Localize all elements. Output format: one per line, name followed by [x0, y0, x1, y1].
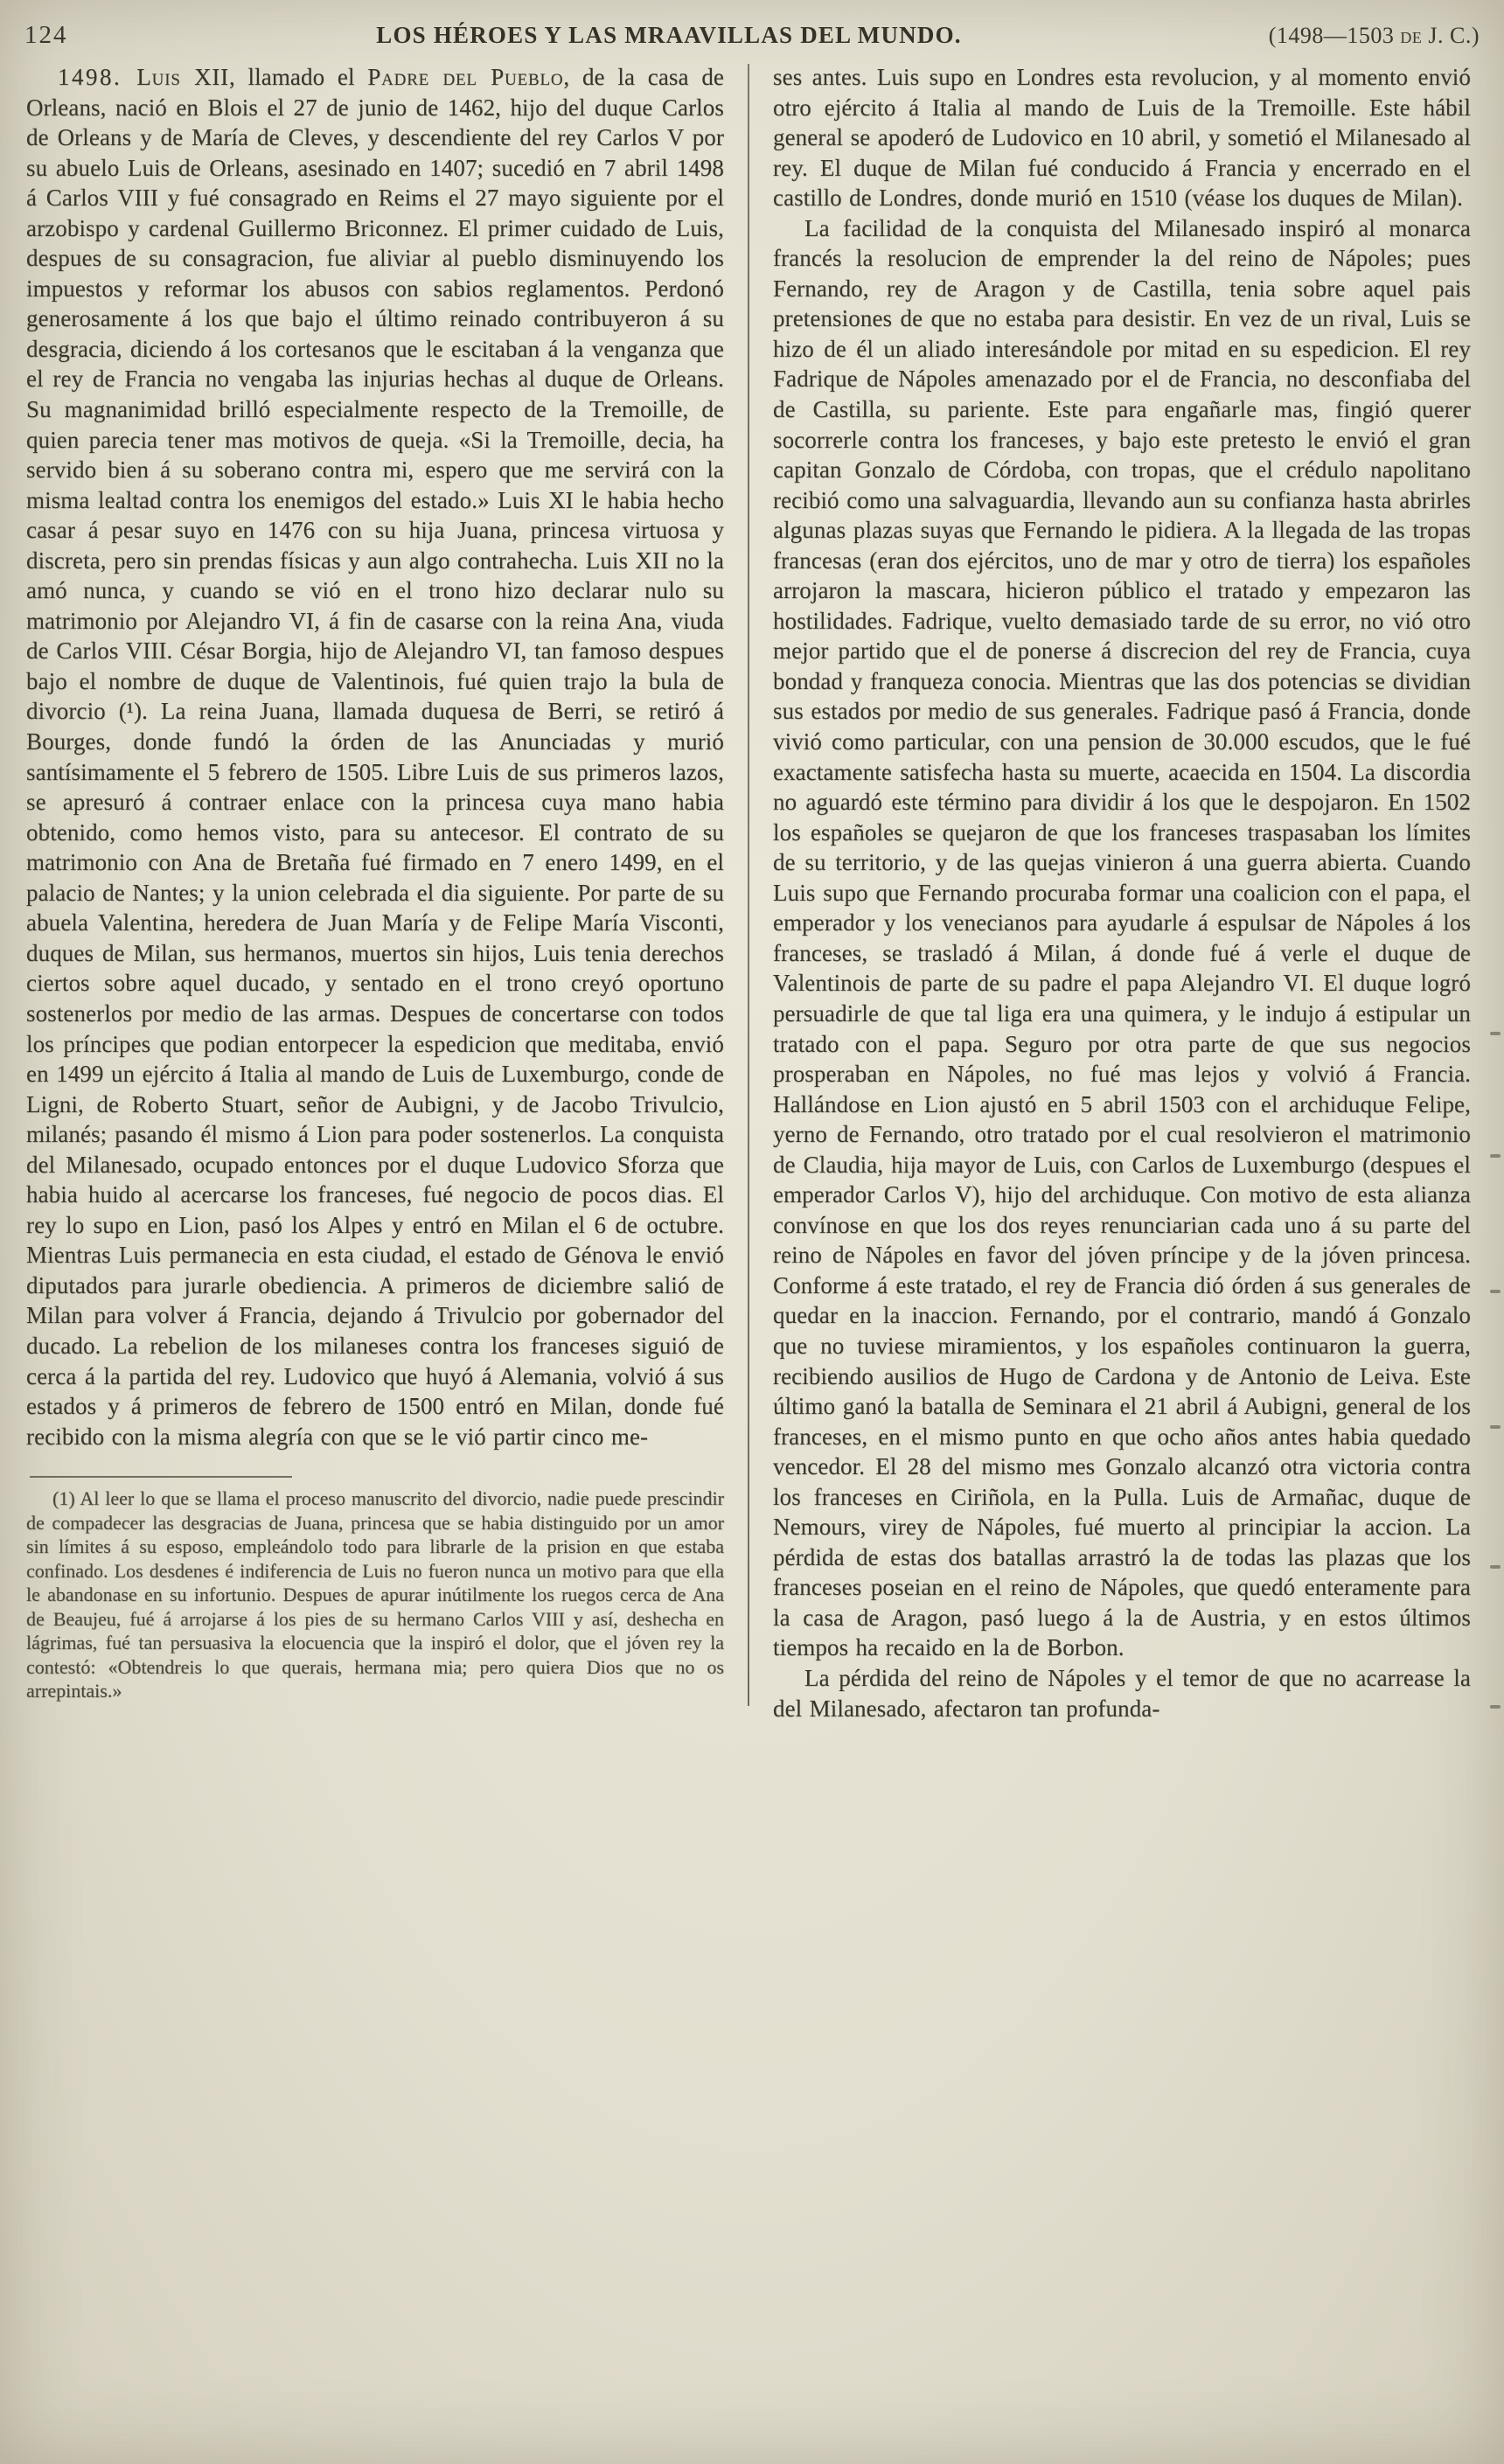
paragraph: La facilidad de la conquista del Milanesado inspiró al monarca francés la resolucion de emprender la del reino de Nápoles; pues Fernando, rey de Aragon y de Castilla, tenia sobre aquel pais pretensiones de que no estaba para desistir. En vez de un rival, Luis se hizo de él un aliado interesándole por mitad en su espedicion. El rey Fadrique de Nápoles amenazado por el de Francia, no desconfiaba del de Castilla, su pariente. Este para engañarle mas, fingió querer socorrerle contra los franceses, y bajo este pretesto le envió el gran capitan Gonzalo de Córdoba, con tropas, que el crédulo napolitano recibió como una salvaguardia, llevando aun su confianza hasta abrirles algunas plazas suyas que Fernando le pidiera. A la llegada de las tropas francesas (eran dos ejércitos, uno de mar y otro de tierra) los españoles arrojaron la mascara, hicieron público el tratado y empezaron las hostilidades. Fadrique, vuelto demasiado tarde de su error, no vió otro mejor partido que el de ponerse á discrecion del rey de Francia, cuya bondad y franqueza conocia. Mientras que las dos potencias se dividian sus estados por medio de sus generales. Fadrique pasó á Francia, donde vivió como particular, con una pension de 30.000 escudos, que le fué exactamente satisfecha hasta su muerte, acaecida en 1504. La discordia no aguardó este término para dividir á los que le despojaron. En 1502 los españoles se quejaron de que los franceses traspasaban los límites de su territorio, y de las quejas vinieron á una guerra abierta. Cuando Luis supo que Fernando procuraba formar una coalicion con el papa, el emperador y los venecianos para ayudarle á espulsar de Nápoles á los franceses, se trasladó á Milan, á donde fué á verle el duque de Valentinois de parte de su padre el papa Alejandro VI. El duque logró persuadirle de que tal liga era una quimera, y le indujo á estipular un tratado con el papa. Seguro por otra parte de que sus negocios prosperaban en Nápoles, no fué mas lejos y volvió á Francia. Hallándose en Lion ajustó en 5 abril 1503 con el archiduque Felipe, yerno de Fernando, otro tratado por el cual resolvieron el matrimonio de Claudia, hija mayor de Luis, con Carlos de Luxemburgo (despues el emperador Carlos V), hijo del archiduque. Con motivo de esta alianza convínose en que los dos reyes renunciarian cada uno á su parte del reino de Nápoles en favor del jóven príncipe y de la jóven princesa. Conforme á este tratado, el rey de Francia dió órden á sus generales de quedar en la inaccion. Fernando, por el contrario, mandó á Gonzalo que no tuviese miramientos, y los españoles continuaron la guerra, recibiendo ausilios de Hugo de Cardona y de Antonio de Leiva. Este último ganó la batalla de Seminara el 21 abril á Aubigni, general de los franceses, en el mismo punto en que ocho años antes habia quedado vencedor. El 28 del mismo mes Gonzalo alcanzó otra victoria contra los franceses en Ciriñola, en la Pulla. Luis de Armañac, duque de Nemours, virey de Nápoles, fué muerto al principiar la accion. La pérdida de estas dos batallas arrastró la de todas las plazas que los franceses poseian en el reino de Nápoles, que quedó enteramente para la casa de Aragon, pasó luego á la de Austria, y en estos últimos tiempos ha recaido en la de Borbon. [773, 214, 1471, 1661]
scan-artifact [1490, 1154, 1501, 1158]
footnote [26, 1476, 724, 1703]
footnote-text: (1) Al leer lo que se llama el proceso manuscrito del divorcio, nadie puede prescindir de compadecer las desgracias de Juana, princesa que se habia distinguido por un amor sin límites á su esposo, empleándolo todo para librarle de la prision en que estaba confinado. Los desdenes é indiferencia de Luis no fueron nunca un motivo para que ella le abandonase en su infortunio. Despues de apurar inútilmente los ruegos cerca de Ana de Beaujeu, fué á arrojarse á los pies de su hermano Carlos VIII y así, deshecha en lágrimas, fué tan persuasiva la elocuencia que la inspiró el dolor, que el jóven rey la contestó: «Obtendreis lo que querais, hermana mia; pero quiera Dios que no os arrepintais.» [26, 1487, 724, 1702]
left-column [26, 62, 724, 1723]
lead-subject-name: Luis XII [136, 64, 229, 90]
footnote-divider [30, 1476, 292, 1478]
lead-year: 1498. [58, 64, 137, 90]
lead-mid-text: , llamado el [228, 64, 368, 90]
right-column [773, 62, 1471, 1723]
scan-artifact [1490, 1425, 1501, 1429]
date-range: (1498—1503 de J. C.) [1268, 23, 1480, 48]
column-divider [748, 64, 749, 1706]
running-title: LOS HÉROES Y LAS MRAAVILLAS DEL MUNDO. [376, 22, 962, 48]
lead-paragraph [26, 62, 724, 1451]
page-header [0, 0, 1504, 55]
scan-artifact [1490, 1290, 1501, 1293]
scan-artifact [1490, 1565, 1501, 1569]
text-columns [0, 55, 1504, 1723]
page-number: 124 [24, 21, 68, 49]
paragraph-continuation: ses antes. Luis supo en Londres esta revolucion, y al momento envió otro ejército á Italia al mando de Luis de la Tremoille. Este hábil general se apoderó de Ludovico en 10 abril, y sometió el Milanesado al rey. El duque de Milan fué conducido á Francia y encerrado en el castillo de Londres, donde murió en 1510 (véase los duques de Milan). [773, 64, 1471, 212]
scan-artifact [1490, 1705, 1501, 1709]
lead-body-text: , de la casa de Orleans, nació en Blois el 27 de junio de 1462, hijo del duque Carlos de Orleans y de María de Cleves, y descendiente del rey Carlos V por su abuelo Luis de Orleans, asesinado en 1407; sucedió en 7 abril 1498 á Carlos VIII y fué consagrado en Reims el 27 mayo siguiente por el arzobispo y cardenal Guillermo Briconnez. El primer cuidado de Luis, despues de su consagracion, fue aliviar al pueblo disminuyendo los impuestos y reformar los abusos con sabios reglamentos. Perdonó generosamente á los que bajo el último reinado contribuyeron á su desgracia, diciendo á los cortesanos que le escitaban á la venganza que el rey de Francia no vengaba las injurias hechas al duque de Orleans. Su magnanimidad brilló especialmente respecto de la Tremoille, de quien parecia tener mas motivos de queja. «Si la Tremoille, decia, ha servido bien á su soberano contra mi, espero que me servirá con la misma lealtad contra los enemigos del estado.» Luis XI le habia hecho casar á pesar suyo en 1476 con su hija Juana, princesa virtuosa y discreta, pero sin prendas físicas y aun algo contrahecha. Luis XII no la amó nunca, y cuando se vió en el trono hizo declarar nulo su matrimonio por Alejandro VI, á fin de casarse con la reina Ana, viuda de Carlos VIII. César Borgia, hijo de Alejandro VI, tan famoso despues bajo el nombre de duque de Valentinois, fué quien trajo la bula de divorcio (¹). La reina Juana, llamada duquesa de Berri, se retiró á Bourges, donde fundó la órden de las Anunciadas y murió santísimamente el 5 febrero de 1505. Libre Luis de sus primeros lazos, se apresuró á contraer enlace con la princesa cuya mano habia obtenido, como hemos visto, para su antecesor. El contrato de su matrimonio con Ana de Bretaña fué firmado en 7 enero 1499, en el palacio de Nantes; y la union celebrada el dia siguiente. Por parte de su abuela Valentina, heredera de Juan María y de Felipe María Visconti, duques de Milan, sus hermanos, muertos sin hijos, Luis tenia derechos ciertos sobre aquel ducado, y sentado en el trono creyó oportuno sostenerlos por medio de las armas. Despues de concertarse con todos los príncipes que podian entorpecer la espedicion que meditaba, envió en 1499 un ejército á Italia al mando de Luis de Luxemburgo, conde de Ligni, de Roberto Stuart, señor de Aubigni, y de Jacobo Trivulcio, milanés; pasando él mismo á Lion para poder sostenerlos. La conquista del Milanesado, ocupado entonces por el duque Ludovico Sforza que habia huido al acercarse los franceses, fué negocio de pocos dias. El rey lo supo en Lion, pasó los Alpes y entró en Milan el 6 de octubre. Mientras Luis permanecia en esta ciudad, el estado de Génova le envió diputados para jurarle obediencia. A primeros de diciembre salió de Milan para volver á Francia, dejando á Trivulcio por gobernador del ducado. La rebelion de los milaneses contra los franceses siguió de cerca á la partida del rey. Ludovico que huyó á Alemania, volvió á sus estados y á primeros de febrero de 1500 entró en Milan, donde fué recibido con la misma alegría con que se le vió partir cinco me- [26, 64, 725, 1450]
lead-epithet: Padre del Pueblo [367, 64, 564, 90]
scan-artifact [1490, 1032, 1501, 1035]
paragraph: La pérdida del reino de Nápoles y el temor de que no acarrease la del Milanesado, afectaron tan profunda- [773, 1664, 1471, 1722]
